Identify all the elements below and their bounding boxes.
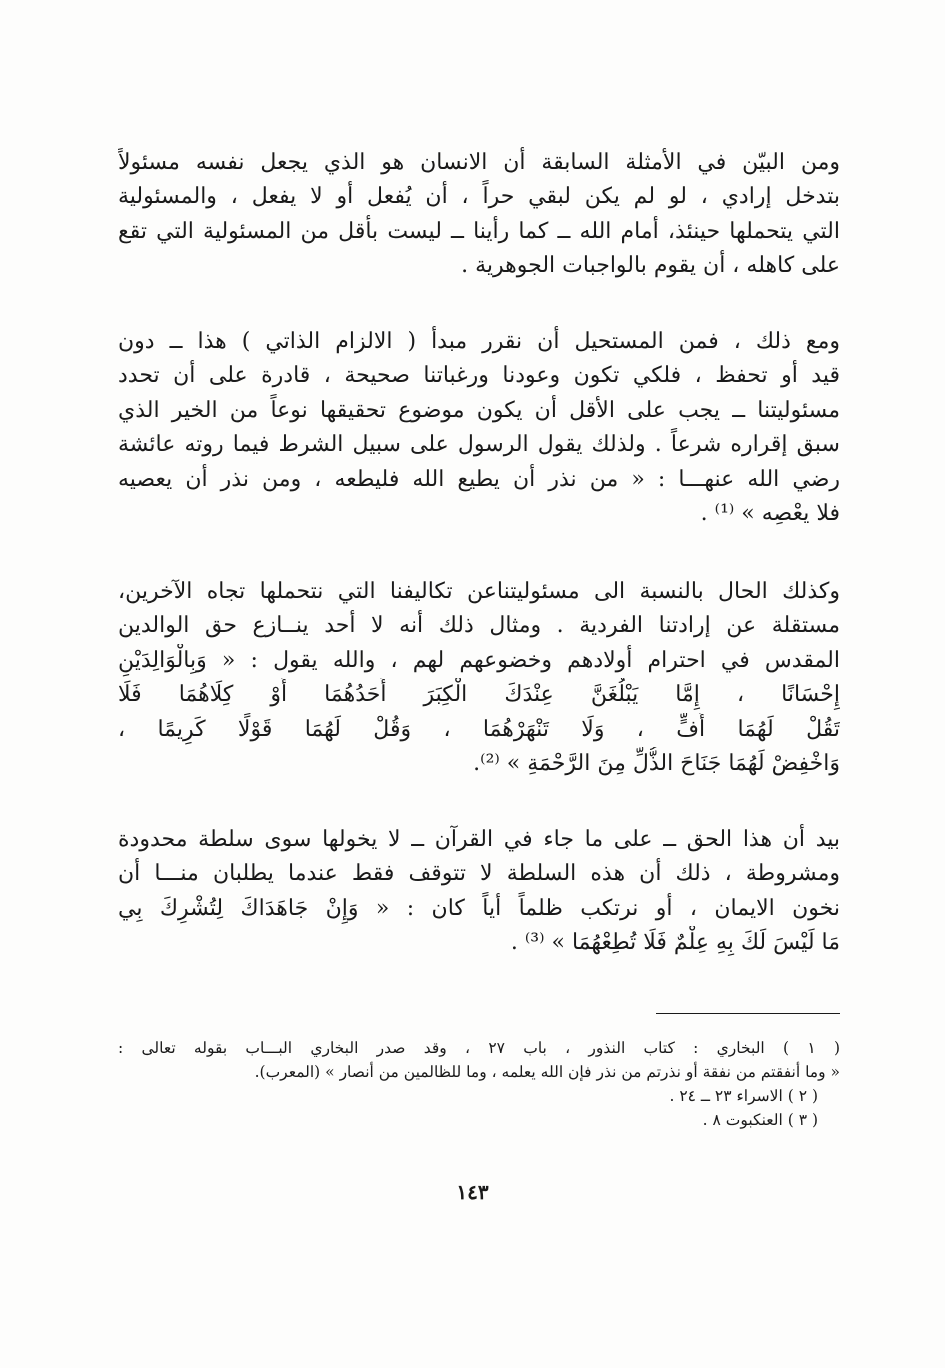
- text-line: ومع ذلك ، فمن المستحيل أن نقرر مبدأ ( الالزام الذاتي ) هذا ــ دون: [118, 329, 840, 354]
- footnotes: [118, 1036, 840, 1132]
- text-line: على كاهله ، أن يقوم بالواجبات الجوهرية .: [461, 253, 840, 279]
- paragraph-2: [118, 325, 840, 531]
- text-line: مستقلة عن إرادتنا الفردية . ومثال ذلك أنه لا أحد ينــازع حق الوالدين: [118, 613, 840, 639]
- paragraph-3: [118, 575, 840, 781]
- text-line: سبق إقراره شرعاً . ولذلك يقول الرسول على سبيل الشرط فيما روته عائشة: [118, 432, 840, 458]
- text-line: ومن البيّن في الأمثلة السابقة أن الانسان هو الذي يجعل نفسه مسئولاً: [118, 150, 840, 175]
- text-line: ومشروطة ، ذلك أن هذه السلطة لا تتوقف فقط عندما يطلبان منـــا أن: [118, 861, 840, 887]
- text-line: قيد أو تحفظ ، فلكي تكون وعودنا ورغباتنا صحيحة ، قادرة على أن تحدد: [118, 363, 840, 389]
- text-line: وَاخْفِضْ لَهُمَا جَنَاحَ الذُّلِّ مِنَ الرَّحْمَةِ » ⁽²⁾.: [473, 750, 840, 776]
- text-line: نخون الايمان ، أو نرتكب ظلماً أياً كان : « وَإِنْ جَاهَدَاكَ لِتُشْرِكَ بِي: [118, 895, 840, 921]
- paragraph-1: [118, 146, 840, 284]
- text-line: التي يتحملها حينئذ، أمام الله ــ كما رأينا ــ ليست بأقل من المسئولية التي تقع: [118, 218, 840, 244]
- footnote-line: « وما أنفقتم من نفقة أو نذرتم من نذر فإن الله يعلمه ، وما للظالمين من أنصار » (المعرب).: [254, 1063, 840, 1081]
- text-line: وكذلك الحال بالنسبة الى مسئوليتناعن تكاليفنا التي نتحملها تجاه الآخرين،: [118, 579, 840, 604]
- paragraph-4: [118, 823, 840, 961]
- text-line: رضي الله عنهـــا : « من نذر أن يطيع الله فليطعه ، ومن نذر أن يعصيه: [118, 466, 840, 492]
- text-line: تَقُلْ لَهُمَا أُفٍّ ، وَلَا تَنْهَرْهُمَا ، وَقُلْ لَهُمَا قَوْلًا كَرِيمًا ،: [118, 716, 840, 742]
- text-line: مسئوليتنا ــ يجب على الأقل أن يكون موضوع تحقيقها نوعاً من الخير الذي: [118, 397, 840, 423]
- text-line: مَا لَيْسَ لَكَ بِهِ عِلْمٌ فَلَا تُطِعْهُمَا » ⁽³⁾ .: [510, 930, 840, 956]
- page-number: ١٤٣: [456, 1180, 489, 1204]
- text-line: بيد أن هذا الحق ــ على ما جاء في القرآن ــ لا يخولها سوى سلطة محدودة: [118, 827, 840, 852]
- text-line: إِحْسَانًا ، إِمَّا يَبْلُغَنَّ عِنْدَكَ الْكِبَرَ أَحَدُهُمَا أَوْ كِلَاهُمَا فَلَا: [118, 682, 840, 708]
- text-line: بتدخل إرادي ، لو لم يكن لبقي حراً ، أن يُفعل أو لا يفعل ، والمسئولية: [118, 184, 840, 210]
- text-line: فلا يعْصِه » ⁽¹⁾ .: [700, 500, 840, 526]
- footnote-separator: [656, 1013, 840, 1014]
- footnote-line: ( ٣ ) العنكبوت ٨ .: [702, 1111, 818, 1129]
- footnote-line: ( ٢ ) الاسراء ٢٣ ــ ٢٤ .: [669, 1087, 818, 1105]
- footnote-line: ( ١ ) البخاري : كتاب النذور ، باب ٢٧ ، وقد صدر البخاري البـــاب بقوله تعالى :: [118, 1039, 840, 1057]
- text-line: المقدس في احترام أولادهم وخضوعهم لهم ، والله يقول : « وَبِالْوَالِدَيْنِ: [118, 647, 840, 673]
